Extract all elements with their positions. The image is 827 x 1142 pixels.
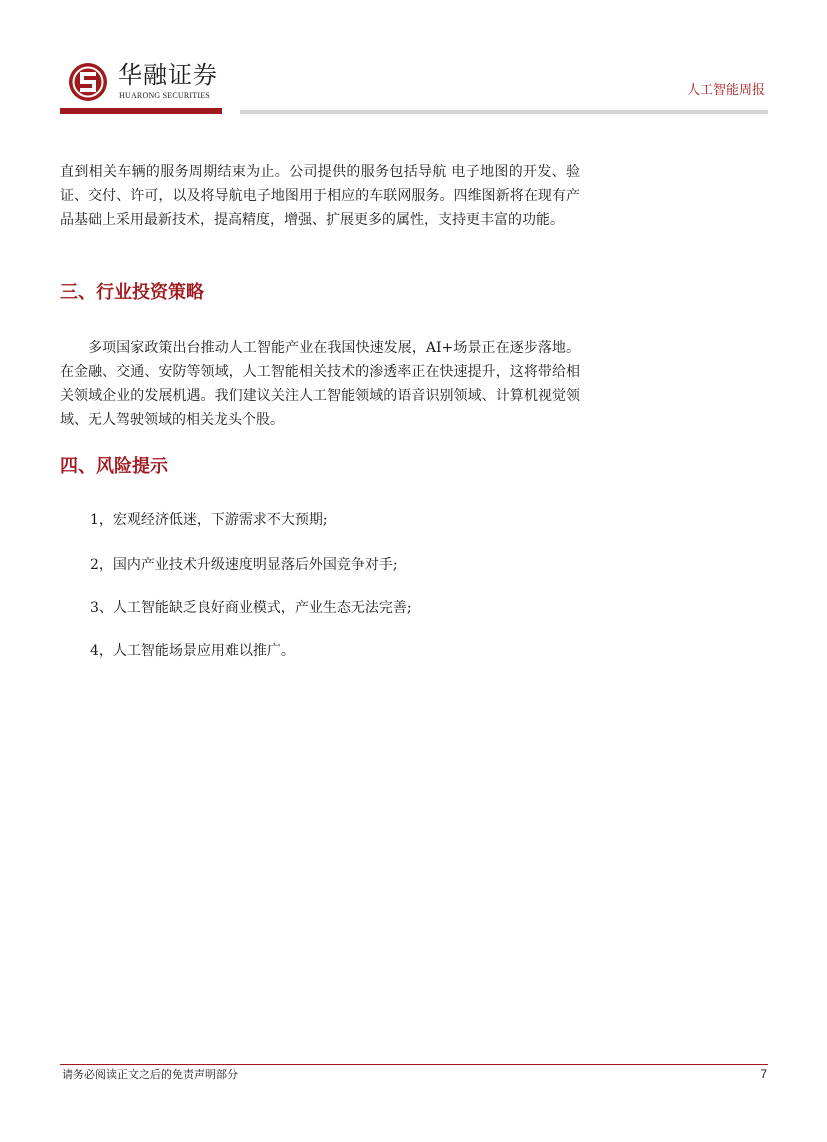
investment-strategy-paragraph: 多项国家政策出台推动人工智能产业在我国快速发展，AI+场景正在逐步落地。在金融、交通、安防等领域，人工智能相关技术的渗透率正在快速提升，这将带给相关领域企业的发展机遇。我们建议关注人工智能领域的语音识别领域、计算机视觉领域、无人驾驶领域的相关龙头个股。 bbox=[60, 340, 580, 428]
brand-name-chinese: 华融证券 bbox=[118, 61, 218, 89]
page-number: 7 bbox=[760, 1067, 767, 1081]
header-accent-bar bbox=[60, 108, 222, 114]
brand-name-english: HUARONG SECURITIES bbox=[119, 91, 210, 100]
header-divider-bar bbox=[240, 110, 768, 114]
report-type-label: 人工智能周报 bbox=[686, 83, 765, 98]
risk-item: 2，国内产业技术升级速度明显落后外国竞争对手; bbox=[90, 557, 398, 573]
huarong-logo-icon bbox=[68, 62, 108, 102]
risk-item: 4，人工智能场景应用难以推广。 bbox=[90, 643, 295, 659]
section-heading-investment-strategy: 三、行业投资策略 bbox=[60, 282, 204, 303]
footer-disclaimer: 请务必阅读正文之后的免责声明部分 bbox=[62, 1068, 238, 1081]
risk-item: 1，宏观经济低迷，下游需求不大预期; bbox=[90, 512, 328, 528]
intro-paragraph: 直到相关车辆的服务周期结束为止。公司提供的服务包括导航 电子地图的开发、验证、交付、许可，以及将导航电子地图用于相应的车联网服务。四维图新将在现有产品基础上采用最新技术，提高精度，增强、扩展更多的属性，支持更丰富的功能。 bbox=[60, 164, 580, 228]
risk-item: 3、人工智能缺乏良好商业模式，产业生态无法完善; bbox=[90, 600, 412, 616]
section-heading-risk-warning: 四、风险提示 bbox=[60, 456, 168, 477]
footer-divider bbox=[60, 1064, 768, 1065]
